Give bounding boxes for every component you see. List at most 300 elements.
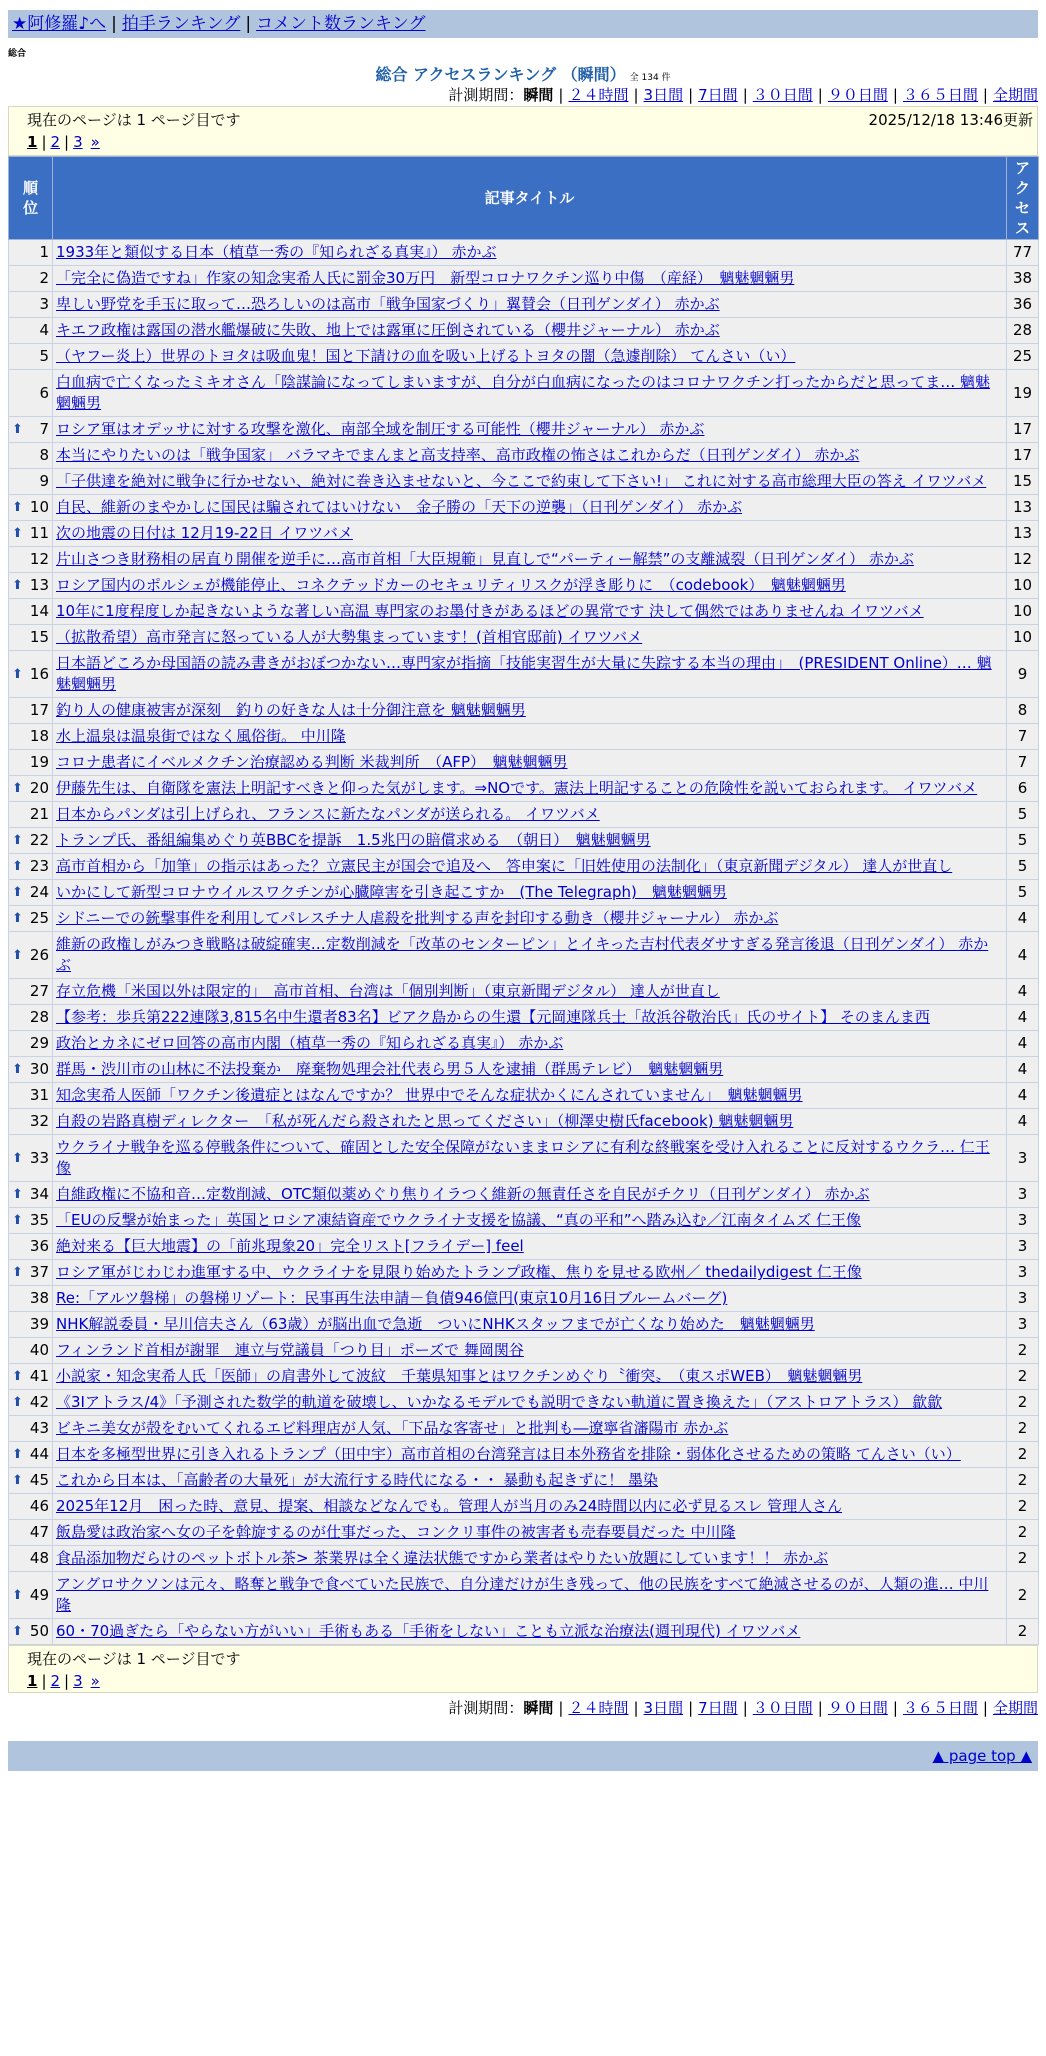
access-count: 4 (1007, 1083, 1039, 1109)
clap-ranking-link[interactable]: 拍手ランキング (121, 14, 241, 34)
arrow-up-icon: ⬆ (12, 422, 23, 437)
table-row (9, 979, 1039, 1005)
arrow-up-icon: ⬆ (12, 666, 23, 682)
article-link[interactable]: 日本語どころか母国語の読み書きがおぼつかない…専門家が指摘「技能実習生が大量に失踪する本当の理由」 (PRESIDENT Online）… 魑魅魍魎男 (56, 654, 992, 693)
pager-separator: | (41, 1672, 47, 1690)
page-info-top (8, 106, 1038, 156)
arrow-up-icon: ⬆ (12, 578, 23, 593)
period-separator: | (742, 86, 748, 104)
rank-number: 2 (39, 269, 49, 287)
title-cell (53, 495, 1007, 521)
rank-number: 26 (29, 945, 49, 964)
title-cell (53, 1260, 1007, 1286)
access-count: 4 (1007, 979, 1039, 1005)
title-cell (53, 1442, 1007, 1468)
access-count: 5 (1007, 828, 1039, 854)
top-nav (8, 10, 1038, 38)
article-link[interactable]: 高市首相から「加筆」の指示はあった？立憲民主が国会で追及へ 答申案に「旧姓使用の法制化」（東京新聞デジタル） 達人が世直し (56, 857, 953, 875)
table-row (9, 1364, 1039, 1390)
col-header-rank-label: 順 位 (22, 179, 38, 217)
access-count: 38 (1007, 266, 1039, 292)
breadcrumb: 総合 (8, 49, 27, 59)
access-count: 4 (1007, 1109, 1039, 1135)
table-row (9, 292, 1039, 318)
access-count: 36 (1007, 292, 1039, 318)
arrow-up-icon: ⬆ (12, 1265, 23, 1280)
title-cell (53, 1364, 1007, 1390)
table-row (9, 854, 1039, 880)
rank-cell (9, 469, 53, 495)
title-cell (53, 750, 1007, 776)
article-link[interactable]: 2025年12月 困った時、意見、提案、相談などなんでも。管理人が当月のみ24時間以内に必ず見るスレ 管理人さん (56, 1497, 843, 1515)
period-separator: | (558, 1699, 564, 1717)
table-row (9, 370, 1039, 417)
rank-cell (9, 906, 53, 932)
rank-cell (9, 1083, 53, 1109)
table-row (9, 906, 1039, 932)
rank-cell (9, 266, 53, 292)
period-separator: | (688, 86, 694, 104)
article-link[interactable]: Re:「アルツ磐梯」の磐梯リゾート：民事再生法申請－負債946億円(東京10月16日ブルームバーグ) (56, 1289, 728, 1307)
rank-number: 1 (39, 243, 49, 261)
article-link[interactable]: キエフ政権は露国の潜水艦爆破に失敗、地上では露軍に圧倒されている（櫻井ジャーナル） 赤かぶ (56, 321, 720, 339)
access-count: 2 (1007, 1364, 1039, 1390)
access-count: 5 (1007, 854, 1039, 880)
article-link[interactable]: 水上温泉は温泉街ではなく風俗街。 中川隆 (56, 727, 346, 745)
title-cell (53, 521, 1007, 547)
arrow-up-icon: ⬆ (12, 1587, 23, 1603)
rank-number: 40 (29, 1341, 49, 1359)
table-row (9, 443, 1039, 469)
period-link[interactable]: 7日間 (698, 1699, 738, 1717)
rank-number: 23 (29, 857, 49, 875)
rank-number: 36 (29, 1237, 49, 1255)
title-cell (53, 240, 1007, 266)
rank-number: 22 (29, 831, 49, 849)
period-link[interactable]: ３６５日間 (902, 1699, 978, 1717)
article-link[interactable]: シドニーでの銃撃事件を利用してパレスチナ人虐殺を批判する声を封印する動き（櫻井ジャーナル） 赤かぶ (56, 909, 779, 927)
period-link[interactable]: ９０日間 (827, 86, 888, 104)
rank-number: 43 (29, 1419, 49, 1437)
period-current: 瞬間 (523, 1699, 554, 1717)
rank-number: 20 (29, 779, 49, 797)
article-link[interactable]: 維新の政権しがみつき戦略は破綻確実…定数削減を「改革のセンターピン」とイキった吉村代表ダサすぎる発言後退（日刊ゲンダイ） 赤かぶ (56, 935, 989, 974)
page (0, 10, 1046, 1779)
table-row (9, 318, 1039, 344)
article-link[interactable]: 日本を多極型世界に引き入れるトランプ（田中宇）高市首相の台湾発言は日本外務省を排除・弱体化させるための策略 てんさい（い） (56, 1445, 961, 1463)
access-count: 3 (1007, 1312, 1039, 1338)
access-count: 10 (1007, 599, 1039, 625)
table-row (9, 1494, 1039, 1520)
period-selector-bottom (8, 1697, 1038, 1719)
rank-cell (9, 854, 53, 880)
title-cell (53, 698, 1007, 724)
rank-cell (9, 1364, 53, 1390)
title-cell (53, 724, 1007, 750)
title-cell (53, 1619, 1007, 1645)
period-link[interactable]: ２４時間 (568, 86, 629, 104)
table-row (9, 1083, 1039, 1109)
article-link[interactable]: 片山さつき財務相の居直り開催を逆手に…高市首相「大臣規範」見直しで“パーティー解禁”の支離滅裂（日刊ゲンダイ） 赤かぶ (56, 550, 914, 568)
rank-number: 29 (29, 1034, 49, 1052)
article-link[interactable]: 伊藤先生は、自衛隊を憲法上明記すべきと仰った気がします。⇒NOです。憲法上明記することの危険性を説いておられます。 イワツバメ (56, 779, 978, 797)
table-row (9, 495, 1039, 521)
arrow-up-icon: ⬆ (12, 1473, 23, 1488)
rank-number: 39 (29, 1315, 49, 1333)
access-count: 7 (1007, 750, 1039, 776)
pager-separator: | (64, 133, 70, 151)
rank-cell (9, 1057, 53, 1083)
arrow-up-icon: ⬆ (12, 885, 23, 900)
access-count: 4 (1007, 932, 1039, 979)
rank-cell (9, 880, 53, 906)
table-row (9, 750, 1039, 776)
article-link[interactable]: （ヤフー炎上）世界のトヨタは吸血鬼！国と下請けの血を吸い上げるトヨタの闇（急遽削除） てんさい（い） (56, 347, 796, 365)
article-link[interactable]: 政治とカネにゼロ回答の高市内閣（植草一秀の『知られざる真実』） 赤かぶ (56, 1034, 564, 1052)
rank-number: 24 (29, 883, 49, 901)
access-count: 19 (1007, 370, 1039, 417)
title-cell (53, 1468, 1007, 1494)
pager-link[interactable]: 3 (73, 133, 83, 151)
article-link[interactable]: ビキニ美女が殻をむいてくれるエビ料理店が人気、「下品な客寄せ」と批判も―遼寧省瀋陽市 赤かぶ (56, 1419, 729, 1437)
article-link[interactable]: 存立危機「米国以外は限定的」 高市首相、台湾は「個別判断」（東京新聞デジタル） 達人が世直し (56, 982, 720, 1000)
access-count: 2 (1007, 1546, 1039, 1572)
table-row (9, 1338, 1039, 1364)
article-link[interactable]: 1933年と類似する日本（植草一秀の『知られざる真実』） 赤かぶ (56, 243, 497, 261)
title-cell (53, 1031, 1007, 1057)
arrow-up-icon: ⬆ (12, 1624, 23, 1639)
arrow-up-icon: ⬆ (12, 1369, 23, 1384)
title-cell (53, 802, 1007, 828)
col-header-access-label: アク セス (1014, 159, 1030, 237)
rank-number: 16 (29, 664, 49, 683)
rank-number: 38 (29, 1289, 49, 1307)
rank-number: 21 (29, 805, 49, 823)
rank-cell (9, 1416, 53, 1442)
period-separator: | (558, 86, 564, 104)
access-count: 2 (1007, 1416, 1039, 1442)
table-row (9, 599, 1039, 625)
bottom-spacer (8, 1771, 1038, 1779)
pager-spacer (83, 133, 91, 151)
title-cell (53, 1057, 1007, 1083)
rank-cell (9, 651, 53, 698)
access-count: 77 (1007, 240, 1039, 266)
article-link[interactable]: 群馬・渋川市の山林に不法投棄か 廃棄物処理会社代表ら男５人を逮捕（群馬テレビ） 魑魅魍魎男 (56, 1060, 724, 1078)
period-link[interactable]: 全期間 (992, 86, 1038, 104)
table-row (9, 1135, 1039, 1182)
comment-ranking-link[interactable]: コメント数ランキング (256, 14, 426, 34)
table-row (9, 776, 1039, 802)
article-link[interactable]: いかにして新型コロナウイルスワクチンが心臓障害を引き起こすか (The Telegraph) 魑魅魍魎男 (56, 883, 727, 901)
arrow-up-icon: ⬆ (12, 526, 23, 541)
table-row (9, 1260, 1039, 1286)
title-cell (53, 1390, 1007, 1416)
rank-number: 35 (29, 1211, 49, 1229)
title-cell (53, 1338, 1007, 1364)
table-row (9, 651, 1039, 698)
access-count: 10 (1007, 573, 1039, 599)
access-count: 2 (1007, 1619, 1039, 1645)
access-count: 25 (1007, 344, 1039, 370)
article-link[interactable]: 自民、維新のまやかしに国民は騙されてはいけない 金子勝の「天下の逆襲」（日刊ゲンダイ） 赤かぶ (56, 498, 743, 516)
article-link[interactable]: アングロサクソンは元々、略奪と戦争で食べていた民族で、自分達だけが生き残って、他の民族をすべて絶滅させるのが、人類の進… 中川隆 (56, 1575, 989, 1614)
rank-cell (9, 750, 53, 776)
title-cell (53, 1286, 1007, 1312)
rank-number: 44 (29, 1445, 49, 1463)
rank-cell (9, 1182, 53, 1208)
title-cell (53, 1312, 1007, 1338)
period-link[interactable]: ３０日間 (752, 1699, 813, 1717)
article-link[interactable]: NHK解説委員・早川信夫さん（63歳）が脳出血で急逝 ついにNHKスタッフまでが亡くなり始めた 魑魅魍魎男 (56, 1315, 815, 1333)
home-link[interactable]: ★阿修羅♪へ (12, 14, 107, 34)
period-link[interactable]: ３６５日間 (902, 86, 978, 104)
access-count: 6 (1007, 776, 1039, 802)
table-row (9, 266, 1039, 292)
access-count: 4 (1007, 1031, 1039, 1057)
period-separator: | (742, 1699, 748, 1717)
article-link[interactable]: 10年に1度程度しか起きないような著しい高温 専門家のお墨付きがあるほどの異常です 決して偶然ではありませんね イワツバメ (56, 602, 924, 620)
access-count: 17 (1007, 443, 1039, 469)
article-link[interactable]: ロシア国内のポルシェが機能停止、コネクテッドカーのセキュリティリスクが浮き彫りに （codebook） 魑魅魍魎男 (56, 576, 846, 594)
rank-cell (9, 318, 53, 344)
period-separator: | (633, 1699, 639, 1717)
article-link[interactable]: 知念実希人医師「ワクチン後遺症とはなんですか？ 世界中でそんな症状かくにんされていません」 魑魅魍魎男 (56, 1086, 803, 1104)
article-link[interactable]: 釣り人の健康被害が深刻 釣りの好きな人は十分御注意を 魑魅魍魎男 (56, 701, 526, 719)
title-cell (53, 651, 1007, 698)
rank-cell (9, 1546, 53, 1572)
title-cell (53, 776, 1007, 802)
access-count: 2 (1007, 1468, 1039, 1494)
access-count: 9 (1007, 651, 1039, 698)
rank-number: 19 (29, 753, 49, 771)
nav-separator: | (111, 14, 117, 34)
period-link[interactable]: ９０日間 (827, 1699, 888, 1717)
arrow-up-icon: ⬆ (12, 833, 23, 848)
title-cell (53, 266, 1007, 292)
rank-number: 9 (39, 472, 49, 490)
article-link[interactable]: 次の地震の日付は 12月19-22日 イワツバメ (56, 524, 353, 542)
access-count: 8 (1007, 698, 1039, 724)
rank-cell (9, 443, 53, 469)
rank-number: 15 (29, 628, 49, 646)
access-count: 4 (1007, 906, 1039, 932)
rank-number: 49 (29, 1585, 49, 1604)
access-count: 2 (1007, 1494, 1039, 1520)
pager-link[interactable]: 2 (50, 133, 61, 151)
article-link[interactable]: ロシア軍はオデッサに対する攻撃を激化、南部全域を制圧する可能性（櫻井ジャーナル） 赤かぶ (56, 420, 705, 438)
article-link[interactable]: 「子供達を絶対に戦争に行かせない、絶対に巻き込ませないと、今ここで約束して下さい!」 これに対する高市総理大臣の答え イワツバメ (56, 472, 987, 490)
page-top-link[interactable]: ▲ page top ▲ (932, 1747, 1032, 1765)
period-link[interactable]: ３０日間 (752, 86, 813, 104)
table-row (9, 1416, 1039, 1442)
table-row (9, 573, 1039, 599)
article-link[interactable]: 食品添加物だらけのペットボトル茶> 茶業界は全く違法状態ですから業者はやりたい放題にしています！！ 赤かぶ (56, 1549, 829, 1567)
title-cell (53, 1182, 1007, 1208)
article-link[interactable]: 飯島愛は政治家へ女の子を斡旋するのが仕事だった、コンクリ事件の被害者も売春要員だった 中川隆 (56, 1523, 736, 1541)
rank-number: 25 (29, 909, 49, 927)
table-row (9, 1442, 1039, 1468)
pager-separator: | (41, 133, 47, 151)
table-row (9, 469, 1039, 495)
table-row (9, 1390, 1039, 1416)
article-link[interactable]: 「EUの反撃が始まった」英国とロシア凍結資産でウクライナ支援を協議、“真の平和”へ踏み込む／江南タイムズ 仁王像 (56, 1211, 862, 1229)
rank-cell (9, 370, 53, 417)
table-row (9, 547, 1039, 573)
title-cell (53, 979, 1007, 1005)
access-count: 3 (1007, 1182, 1039, 1208)
access-count: 3 (1007, 1260, 1039, 1286)
period-separator: | (982, 86, 988, 104)
pager-bottom (27, 1672, 1033, 1690)
article-link[interactable]: 自維政権に不協和音…定数削減、OTC類似薬めぐり焦りイラつく維新の無責任さを自民がチクリ（日刊ゲンダイ） 赤かぶ (56, 1185, 870, 1203)
title-cell (53, 443, 1007, 469)
rank-number: 45 (29, 1471, 49, 1489)
rank-cell (9, 698, 53, 724)
table-row (9, 417, 1039, 443)
title-cell (53, 547, 1007, 573)
rank-cell (9, 1234, 53, 1260)
article-link[interactable]: 本当にやりたいのは「戦争国家」 バラマキでまんまと高支持率、高市政権の怖さはこれからだ（日刊ゲンダイ） 赤かぶ (56, 446, 860, 464)
current-page-text-bottom: 現在のページは 1 ページ目です (27, 1650, 241, 1668)
rank-cell (9, 1468, 53, 1494)
rank-number: 10 (29, 498, 49, 516)
article-link[interactable]: 卑しい野党を手玉に取って…恐ろしいのは高市「戦争国家づくり」翼賛会（日刊ゲンダイ） 赤かぶ (56, 295, 720, 313)
pager-link[interactable]: » (90, 1672, 100, 1690)
article-link[interactable]: 絶対来る【巨大地震】の「前兆現象20」完全リスト[フライデー] feel (56, 1237, 524, 1255)
title-cell (53, 469, 1007, 495)
table-row (9, 828, 1039, 854)
rank-cell (9, 344, 53, 370)
article-link[interactable]: 《3Iアトラス/4》「予測された数学的軌道を破壊し、いかなるモデルでも説明できない軌道に置き換えた」（アストロアトラス） 歙歙 (56, 1393, 943, 1411)
access-count: 3 (1007, 1286, 1039, 1312)
title-cell (53, 344, 1007, 370)
rank-cell (9, 599, 53, 625)
rank-cell (9, 1260, 53, 1286)
period-separator: | (892, 1699, 898, 1717)
article-link[interactable]: 白血病で亡くなったミキオさん「陰謀論になってしまいますが、自分が白血病になったのはコロナワクチン打ったからだと思ってま… 魑魅魍魎男 (56, 373, 991, 412)
title-cell (53, 417, 1007, 443)
pager-top (27, 133, 1033, 151)
pager-separator: | (64, 1672, 70, 1690)
article-link[interactable]: 日本からパンダは引上げられ、フランスに新たなパンダが送られる。 イワツバメ (56, 805, 600, 823)
rank-number: 41 (29, 1367, 49, 1385)
title-cell (53, 318, 1007, 344)
table-row (9, 1520, 1039, 1546)
access-count: 10 (1007, 625, 1039, 651)
table-row (9, 625, 1039, 651)
period-separator: | (817, 1699, 823, 1717)
arrow-up-icon: ⬆ (12, 859, 23, 874)
access-count: 2 (1007, 1338, 1039, 1364)
title-cell (53, 1005, 1007, 1031)
rank-cell (9, 724, 53, 750)
article-link[interactable]: コロナ患者にイベルメクチン治療認める判断 米裁判所 （AFP） 魑魅魍魎男 (56, 753, 568, 771)
article-link[interactable]: 【参考：歩兵第222連隊3,815名中生還者83名】ビアク島からの生還【元岡連隊兵士「故浜谷敬治氏」氏のサイト】 そのまんま西 (56, 1008, 930, 1026)
period-link[interactable]: 3日間 (643, 1699, 684, 1717)
title-cell (53, 880, 1007, 906)
article-link[interactable]: これから日本は、「高齢者の大量死」が大流行する時代になる・・ 暴動も起きずに！ 墨染 (56, 1471, 659, 1489)
rank-number: 4 (39, 321, 49, 339)
table-row (9, 1031, 1039, 1057)
title-cell (53, 854, 1007, 880)
arrow-up-icon: ⬆ (12, 947, 23, 963)
article-link[interactable]: フィンランド首相が謝罪 連立与党議員「つり目」ポーズで 舞岡関谷 (56, 1341, 524, 1359)
rank-number: 6 (39, 383, 49, 402)
ranking-table-body (9, 240, 1039, 1645)
article-link[interactable]: 60・70過ぎたら「やらない方がいい」手術もある「手術をしない」ことも立派な治療法(週刊現代) イワツバメ (56, 1622, 801, 1640)
table-row (9, 1057, 1039, 1083)
access-count: 4 (1007, 1057, 1039, 1083)
rank-cell (9, 828, 53, 854)
rank-number: 33 (29, 1148, 49, 1167)
article-link[interactable]: （拡散希望）高市発言に怒っている人が大勢集まっています！(首相官邸前) イワツバメ (56, 628, 643, 646)
pager-link[interactable]: » (90, 133, 100, 151)
pager-link[interactable]: 3 (73, 1672, 83, 1690)
table-row (9, 1546, 1039, 1572)
table-row (9, 932, 1039, 979)
pager-current-page: 1 (27, 133, 38, 151)
col-header-rank (9, 157, 53, 240)
article-link[interactable]: ウクライナ戦争を巡る停戦条件について、確固とした安全保障がないままロシアに有利な終戦案を受け入れることに反対するウクラ… 仁王像 (56, 1138, 990, 1177)
access-count: 2 (1007, 1520, 1039, 1546)
rank-cell (9, 1442, 53, 1468)
article-link[interactable]: 自殺の岩路真樹ディレクター 「私が死んだら殺されたと思ってください」（柳澤史樹氏facebook) 魑魅魍魎男 (56, 1112, 794, 1130)
article-link[interactable]: 「完全に偽造ですね」作家の知念実希人氏に罰金30万円 新型コロナワクチン巡り中傷 （産経） 魑魅魍魎男 (56, 269, 795, 287)
article-link[interactable]: トランプ氏、番組編集めぐり英BBCを提訴 1.5兆円の賠償求める （朝日） 魑魅魍魎男 (56, 831, 651, 849)
table-row (9, 344, 1039, 370)
title-cell (53, 1572, 1007, 1619)
pager-current-page: 1 (27, 1672, 38, 1690)
period-link[interactable]: 3日間 (643, 86, 684, 104)
table-row (9, 1619, 1039, 1645)
rank-cell (9, 776, 53, 802)
title-cell (53, 1109, 1007, 1135)
access-count: 13 (1007, 521, 1039, 547)
rank-cell (9, 1109, 53, 1135)
period-link[interactable]: 7日間 (698, 86, 738, 104)
rank-cell (9, 625, 53, 651)
access-count: 13 (1007, 495, 1039, 521)
rank-cell (9, 240, 53, 266)
rank-cell (9, 1031, 53, 1057)
rank-cell (9, 1494, 53, 1520)
title-cell (53, 1494, 1007, 1520)
title-cell (53, 1416, 1007, 1442)
rank-cell (9, 932, 53, 979)
access-count: 3 (1007, 1234, 1039, 1260)
title-cell (53, 932, 1007, 979)
article-link[interactable]: ロシア軍がじわじわ進軍する中、ウクライナを見限り始めたトランプ政権、焦りを見せる欧州／ thedailydigest 仁王像 (56, 1263, 862, 1281)
period-label: 計測期間： (448, 1699, 524, 1717)
pager-link[interactable]: 2 (50, 1672, 61, 1690)
access-count: 3 (1007, 1135, 1039, 1182)
footer-bar (8, 1741, 1038, 1771)
rank-cell (9, 1286, 53, 1312)
article-link[interactable]: 小説家・知念実希人氏「医師」の肩書外して波紋 千葉県知事とはワクチンめぐり〝衝突〟 （東スポWEB） 魑魅魍魎男 (56, 1367, 863, 1385)
arrow-up-icon: ⬆ (12, 1062, 23, 1077)
title-cell (53, 1135, 1007, 1182)
title-cell (53, 828, 1007, 854)
access-count: 5 (1007, 802, 1039, 828)
page-title: 総合 アクセスランキング （瞬間） (375, 65, 626, 84)
period-link[interactable]: ２４時間 (568, 1699, 629, 1717)
rank-cell (9, 1572, 53, 1619)
period-separator: | (817, 86, 823, 104)
rank-cell (9, 417, 53, 443)
period-link[interactable]: 全期間 (992, 1699, 1038, 1717)
table-row (9, 1286, 1039, 1312)
